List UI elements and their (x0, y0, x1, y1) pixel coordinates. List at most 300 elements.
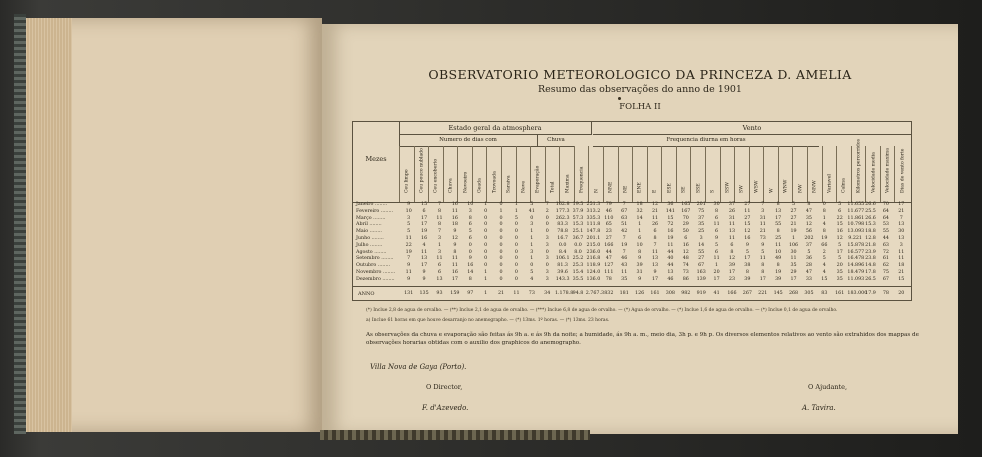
table-cell: 37 (805, 242, 812, 248)
table-cell: 0 (468, 249, 472, 255)
table-cell: 8 (807, 202, 811, 207)
total-cell: 832 (604, 291, 614, 296)
table-cell: 64 (882, 215, 889, 221)
total-cell: 919 (696, 291, 706, 296)
total-cell: 97 (467, 291, 474, 296)
table-cell: 27 (605, 236, 612, 241)
table-cell: 21.8 (865, 242, 876, 248)
table-cell: 17 (421, 222, 428, 228)
total-cell: 11 (513, 291, 520, 296)
table-cell: 16 (451, 270, 458, 275)
table-cell: 8 (437, 208, 441, 214)
table-cell: 1 (715, 263, 719, 269)
table-cell: 12 (744, 229, 751, 235)
table-cell: 9 (638, 256, 642, 262)
column-header (443, 146, 459, 202)
table-cell: 1 (792, 236, 796, 241)
column-header (414, 146, 430, 202)
table-cell: 0 (499, 263, 503, 269)
table-cell: 216.8 (586, 256, 601, 262)
table-cell: 27 (698, 256, 705, 262)
table-cell: 8 (776, 202, 780, 207)
table-cell: 11 (759, 256, 766, 262)
table-cell: 19 (667, 236, 674, 241)
column-header (618, 146, 634, 202)
table-cell: 70 (682, 215, 689, 221)
table-cell: 13 (651, 263, 659, 269)
table-cell: 177.3 (555, 208, 570, 214)
month-cell: Novembro ........ (356, 270, 396, 275)
table-cell: 167 (681, 208, 691, 214)
table-cell: 17 (728, 270, 736, 275)
table-row (353, 209, 911, 216)
table-cell: 1 (484, 202, 488, 207)
table-cell: 12 (728, 256, 736, 262)
table-cell: 11 (713, 256, 720, 262)
table-cell: 12 (805, 222, 812, 228)
table-cell: 1 (822, 215, 826, 221)
table-cell: 10 (775, 249, 782, 255)
month-cell: Janeiro ........ (356, 202, 388, 207)
table-cell: 2 (822, 249, 826, 255)
table-cell: 0 (468, 242, 472, 248)
table-cell: 0 (499, 229, 503, 235)
table-cell: 78.8 (557, 229, 568, 235)
table-cell: 19.5 (572, 202, 584, 207)
total-label: ANNO (358, 291, 375, 297)
right-page (322, 24, 958, 434)
column-header-label: Nevoeiro (463, 171, 469, 193)
table-cell: 75 (882, 270, 889, 275)
total-cell: 135 (419, 291, 429, 296)
table-cell: 0 (499, 242, 503, 248)
table-cell: 17 (744, 256, 751, 262)
table-cell: 6 (437, 263, 441, 269)
table-cell: 1 (530, 236, 534, 241)
table-cell: 0 (514, 256, 518, 262)
table-cell: 21 (898, 208, 905, 214)
column-header-label: Ceu limpo (404, 169, 410, 193)
column-header-label: S (710, 189, 716, 193)
table-cell: 3 (545, 242, 549, 248)
total-cell: 308 (665, 291, 675, 296)
table-cell: 111 (604, 270, 614, 275)
table-cell: 3 (468, 208, 472, 214)
table-cell: 251.3 (586, 202, 601, 207)
table-cell: 8 (468, 215, 472, 221)
column-header-label: E (652, 189, 658, 193)
table-cell: 0 (545, 249, 549, 255)
table-cell: 3 (699, 236, 703, 241)
table-cell: 0 (484, 215, 488, 221)
column-header-label: SW (739, 185, 745, 193)
table-cell: 38 (744, 263, 751, 269)
table-cell: 12 (651, 202, 659, 207)
column-header-label: NNW (812, 180, 818, 193)
table-cell: 16.577 (847, 249, 865, 255)
table-cell: 0 (514, 263, 518, 269)
table-cell: 19 (421, 229, 428, 235)
table-cell: 15.4 (572, 270, 584, 275)
column-header (559, 146, 575, 202)
column-header-label: Velocidade media (871, 152, 877, 193)
table-cell: 1 (638, 222, 642, 228)
table-cell: 8 (761, 270, 765, 275)
table-cell: 215.0 (586, 242, 601, 248)
table-cell: 25.5 (865, 208, 876, 214)
table-cell: 13 (421, 256, 428, 262)
table-cell: 1 (530, 242, 534, 248)
column-header (807, 146, 823, 202)
table-cell: 15 (836, 222, 843, 228)
table-cell: 8 (653, 236, 657, 241)
table-cell: 14.8 (865, 263, 876, 269)
table-cell: 51 (621, 222, 628, 228)
table-cell: 16 (744, 236, 751, 241)
table-cell: 57.3 (572, 215, 584, 221)
table-cell: 26.6 (865, 215, 876, 221)
table-cell: 0 (484, 236, 488, 241)
table-cell: 1 (499, 208, 503, 214)
column-header (647, 146, 663, 202)
table-cell: 7 (653, 242, 657, 248)
table-cell: 313.2 (586, 208, 601, 214)
table-cell: 7 (622, 236, 626, 241)
column-header-label: Ceu pouco nublado (419, 148, 425, 193)
table-cell: 21 (759, 229, 766, 235)
row-values (401, 277, 909, 284)
total-cell: 131 (404, 291, 414, 296)
table-cell: 35 (698, 222, 705, 228)
director-title: O Director, (426, 383, 463, 391)
table-cell: 56 (805, 229, 812, 235)
row-values (401, 209, 909, 216)
table-cell: 13 (667, 270, 674, 275)
table-cell: 11 (451, 256, 458, 262)
table-cell: 9 (407, 202, 411, 207)
table-cell: 22 (836, 215, 843, 221)
table-cell: 236.0 (586, 249, 601, 255)
table-cell: 0 (514, 222, 518, 228)
table-cell: 75 (698, 208, 705, 214)
table-cell: 17 (790, 276, 797, 282)
table-cell: 7 (761, 202, 765, 207)
table-cell: 36 (805, 256, 812, 262)
table-cell: 28 (805, 263, 812, 269)
table-cell: 3 (437, 236, 441, 241)
column-header (676, 146, 692, 202)
table-cell: 10.798 (847, 222, 865, 228)
table-cell: 16.478 (847, 256, 865, 262)
wind-header: Vento (593, 122, 911, 135)
table-cell: 0 (545, 229, 549, 235)
table-cell: 26.5 (865, 276, 876, 282)
column-header-label: Saraiva (506, 175, 512, 193)
table-cell: 17 (836, 249, 843, 255)
table-cell: 6 (468, 236, 472, 241)
table-cell: 12 (836, 236, 843, 241)
total-cell: 41 (713, 291, 720, 296)
column-header (588, 146, 604, 202)
table-row (353, 277, 911, 284)
table-cell: 73 (759, 236, 766, 241)
column-header-label: ESE (667, 183, 673, 193)
table-cell: 9 (407, 276, 411, 282)
table-cell: 30 (898, 229, 905, 235)
table-row (353, 216, 911, 223)
table-cell: 18 (898, 263, 905, 269)
table-cell: 30 (713, 202, 720, 207)
column-header-label: Chuva (448, 178, 454, 193)
table-cell: 0 (514, 249, 518, 255)
table-cell: 20 (836, 263, 843, 269)
total-values (401, 291, 909, 299)
table-cell: 25.2 (572, 256, 584, 262)
table-cell: 7 (622, 249, 626, 255)
table-cell: 17 (421, 263, 428, 269)
observation-table (352, 121, 912, 301)
table-cell: 8 (437, 222, 441, 228)
footnote-2: a) Inclue 61 horas em que houve desarranjo no anemographo. — (*) 13ms. 1º horas. — (*) 13ms. 23 horas. (366, 318, 610, 323)
table-cell: 262.3 (555, 215, 570, 221)
table-cell: 11 (728, 222, 736, 228)
table-cell: 5 (407, 222, 411, 228)
table-cell: 14 (467, 270, 474, 275)
table-cell: 143.3 (555, 276, 570, 282)
table-cell: 6 (638, 236, 642, 241)
table-cell: 39 (728, 263, 736, 269)
table-cell: 1 (638, 229, 642, 235)
table-cell: 49 (775, 256, 782, 262)
table-cell: 37.9 (572, 208, 584, 214)
table-cell: 22 (405, 242, 412, 248)
table-cell: 14 (636, 215, 643, 221)
table-cell: 162.8 (555, 202, 570, 207)
table-cell: 124.0 (586, 270, 601, 275)
column-header-label: SE (681, 186, 687, 193)
table-cell: 3 (437, 249, 441, 255)
table-cell: 165 (681, 202, 691, 207)
table-cell: 6 (684, 236, 688, 241)
column-header-label: WNW (783, 179, 789, 193)
table-cell: 335.3 (586, 215, 601, 221)
table-cell: 4 (822, 263, 826, 269)
column-header (894, 146, 910, 202)
table-row (353, 202, 911, 209)
column-header-label: Evaporação (535, 165, 541, 193)
table-cell: 44 (667, 249, 674, 255)
sheet-label: FOLHA II (619, 102, 661, 112)
table-cell: 33 (805, 276, 812, 282)
table-cell: 11 (728, 236, 736, 241)
table-cell: 5 (792, 202, 796, 207)
table-cell: 0 (499, 222, 503, 228)
table-cell: 17 (713, 276, 720, 282)
column-header-label: Frequencia (579, 166, 585, 193)
table-cell: 43 (621, 263, 628, 269)
table-cell: 8 (638, 249, 642, 255)
table-cell: 18.8 (865, 229, 876, 235)
table-cell: 81.3 (557, 263, 568, 269)
table-cell: 8 (730, 249, 734, 255)
table-cell: 0 (514, 270, 518, 275)
table-cell: 19 (790, 229, 797, 235)
rain-header: Chuva (537, 134, 574, 147)
table-cell: 11 (651, 249, 659, 255)
table-cell: 72 (667, 222, 674, 228)
table-cell: 18.479 (847, 270, 865, 275)
total-cell: 159 (450, 291, 460, 296)
column-header (501, 146, 517, 202)
table-cell: 13 (775, 208, 782, 214)
table-cell: 64 (882, 208, 889, 214)
table-cell: 23 (728, 276, 736, 282)
table-cell: 11 (405, 236, 412, 241)
table-cell: 29 (790, 270, 797, 275)
table-cell: 44 (605, 249, 612, 255)
table-cell: 74 (682, 263, 689, 269)
table-cell: 8.0 (574, 249, 582, 255)
table-cell: 106.1 (555, 256, 570, 262)
table-cell: 35 (836, 276, 843, 282)
months-header-label: Mezes (365, 155, 387, 163)
table-cell: 66 (821, 242, 828, 248)
month-cell: Março ........ (356, 215, 386, 221)
table-cell: 15.3 (865, 222, 876, 228)
total-cell: 20 (898, 291, 905, 296)
total-cell: 21 (498, 291, 505, 296)
page-stack-edge (26, 18, 72, 432)
table-cell: 11.093 (847, 276, 865, 282)
total-cell: 1.178.8 (554, 291, 574, 296)
table-cell: 11.677 (847, 208, 865, 214)
row-values (401, 243, 909, 250)
table-cell: 14.896 (847, 263, 865, 269)
column-header-label: Kilometros percorridos (856, 139, 862, 193)
separator-dot (618, 97, 621, 100)
table-cell: 8 (468, 276, 472, 282)
table-cell: 5 (807, 249, 811, 255)
table-cell: 6 (715, 215, 719, 221)
table-cell: 25 (775, 236, 782, 241)
column-header-label: Neve (521, 180, 527, 193)
table-cell: 13 (898, 222, 905, 228)
column-header-label: WSW (754, 180, 760, 193)
table-cell: 163 (696, 270, 706, 275)
table-cell: 0 (499, 276, 503, 282)
table-cell: 23.9 (865, 249, 876, 255)
column-header (822, 146, 838, 202)
table-cell: 0 (484, 222, 488, 228)
table-cell: 8 (822, 208, 826, 214)
table-cell: 127 (604, 263, 614, 269)
table-cell: 111.8 (586, 222, 601, 228)
table-cell: 13.093 (847, 229, 865, 235)
column-header (720, 146, 736, 202)
total-cell: 221 (758, 291, 768, 296)
total-cell: 2.767.3 (585, 291, 605, 296)
table-cell: 31 (636, 270, 643, 275)
total-cell: 166 (727, 291, 737, 296)
table-cell: 79 (605, 202, 612, 207)
table-cell: 3 (407, 215, 411, 221)
table-row (353, 270, 911, 277)
table-cell: 147.8 (586, 229, 601, 235)
column-header (428, 146, 444, 202)
table-cell: 0 (499, 236, 503, 241)
table-cell: 11 (451, 208, 458, 214)
table-cell: 12 (682, 249, 689, 255)
table-cell: 35 (805, 215, 812, 221)
table-cell: 11 (898, 249, 905, 255)
table-cell: 5 (407, 229, 411, 235)
table-cell: 5 (822, 256, 826, 262)
assistant-title: O Ajudante, (808, 383, 848, 391)
table-cell: 50 (682, 229, 689, 235)
table-cell: 29 (682, 222, 689, 228)
month-cell: Dezembro ........ (356, 276, 395, 282)
table-cell: 9 (761, 242, 765, 248)
total-cell: 181 (619, 291, 629, 296)
column-header-label: Calma (841, 178, 847, 193)
spine-bottom-edge (320, 430, 590, 440)
table-cell: 141 (665, 208, 675, 214)
table-cell: 0 (514, 242, 518, 248)
table-cell: 9 (422, 270, 426, 275)
table-cell: 30 (790, 249, 797, 255)
table-cell: 47 (805, 270, 812, 275)
table-cell: 16 (467, 263, 474, 269)
table-cell: 67 (882, 276, 889, 282)
table-row (353, 263, 911, 270)
table-cell: 26.6 (865, 202, 876, 207)
table-cell: 7 (545, 202, 549, 207)
table-cell: 11 (651, 215, 659, 221)
column-header (603, 146, 619, 202)
table-cell: 136.0 (586, 276, 601, 282)
table-cell: 35.5 (572, 276, 584, 282)
table-cell: 13 (728, 229, 736, 235)
frequency-header: Frequencia diurna em horas (593, 134, 819, 147)
total-cell: 78 (882, 291, 889, 296)
total-cell: 145 (773, 291, 783, 296)
table-cell: 0 (499, 270, 503, 275)
table-cell: 11 (451, 263, 458, 269)
column-header-label: SSW (725, 182, 731, 193)
table-cell: 8 (776, 263, 780, 269)
table-cell: 17 (451, 276, 458, 282)
total-cell: 305 (804, 291, 814, 296)
table-cell: 3 (899, 242, 903, 248)
column-header (457, 146, 473, 202)
table-cell: 11 (436, 215, 443, 221)
table-cell: 6 (838, 208, 842, 214)
column-header (705, 146, 721, 202)
table-cell: 0 (545, 263, 549, 269)
table-cell: 13 (436, 276, 443, 282)
table-cell: 10 (467, 202, 474, 207)
table-cell: 0 (530, 263, 534, 269)
table-cell: 62 (882, 263, 889, 269)
table-cell: 5 (468, 229, 472, 235)
table-cell: 19 (775, 270, 782, 275)
table-cell: 17 (775, 215, 782, 221)
table-cell: 70 (882, 202, 889, 207)
table-row (353, 222, 911, 229)
table-cell: 4 (822, 270, 826, 275)
table-cell: 3 (761, 208, 765, 214)
assistant-signature: A. Tavira. (802, 404, 836, 412)
